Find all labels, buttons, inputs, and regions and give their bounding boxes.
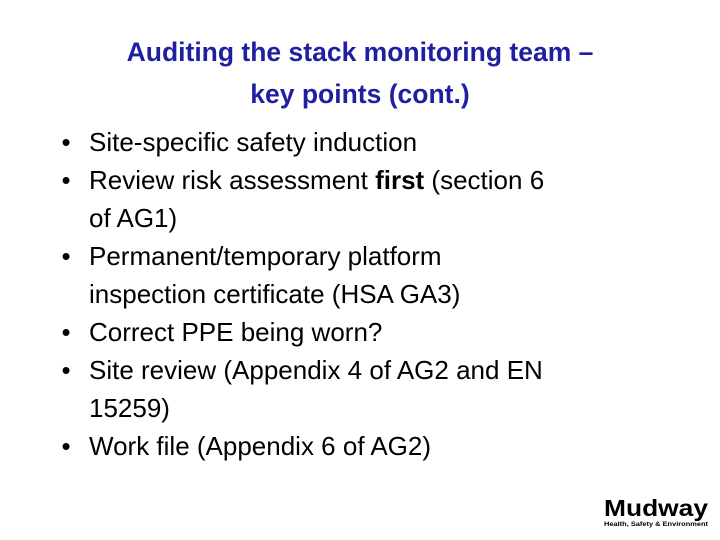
slide-title [40, 31, 680, 115]
slide-title-line: Auditing the stack monitoring team – [126, 37, 594, 67]
bullet-text: Site review (Appendix 4 of AG2 and EN [89, 355, 543, 385]
bullet-icon: • [61, 431, 71, 461]
logo-wordmark: Mudway [604, 495, 709, 521]
bullet-text: inspection certificate (HSA GA3) [89, 279, 461, 309]
bullet-icon: • [61, 127, 71, 157]
mudway-logo [601, 494, 711, 528]
bullet-icon: • [61, 317, 71, 347]
bullet-icon: • [61, 355, 71, 385]
bullet-text [89, 161, 686, 199]
bullet-text: Permanent/temporary platform [89, 241, 442, 271]
bullet-text: Correct PPE being worn? [89, 317, 383, 347]
bullet-text: Work file (Appendix 6 of AG2) [89, 431, 432, 461]
bullet-list [56, 123, 686, 465]
bullet-text-emphasis: first [375, 165, 425, 195]
bullet-text-part: (section 6 [424, 165, 545, 195]
bullet-text: Site-specific safety induction [89, 127, 418, 157]
bullet-text-part: Review risk assessment [89, 165, 376, 195]
bullet-item [56, 427, 686, 465]
bullet-icon: • [61, 241, 71, 271]
slide-title-line: key points (cont.) [250, 79, 470, 109]
bullet-text: 15259) [89, 393, 170, 423]
bullet-item [56, 161, 686, 237]
bullet-icon: • [61, 165, 71, 195]
bullet-item [56, 313, 686, 351]
bullet-item [56, 237, 686, 313]
bullet-item [56, 351, 686, 427]
bullet-text: of AG1) [89, 203, 178, 233]
bullet-item [56, 123, 686, 161]
logo-tagline: Health, Safety & Environment [604, 521, 709, 528]
